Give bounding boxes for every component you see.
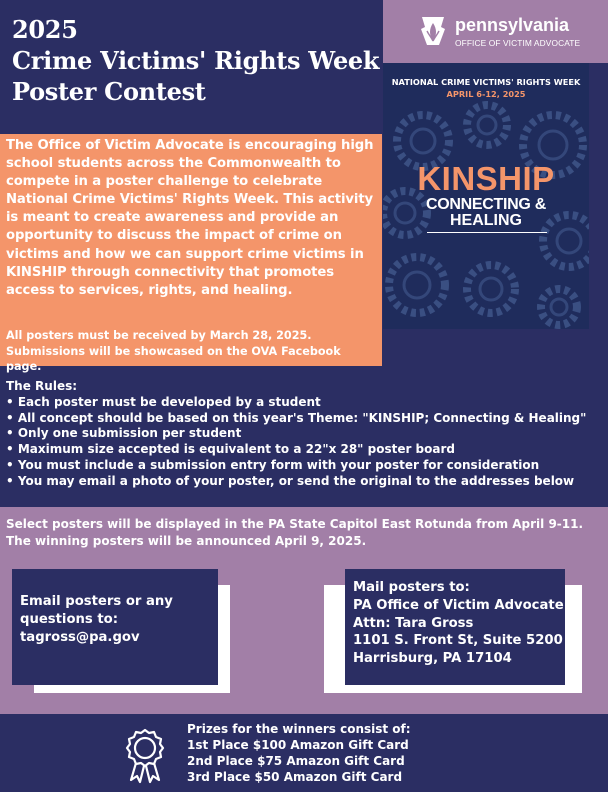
poster-divider [427,232,547,233]
org-subtitle: OFFICE OF VICTIM ADVOCATE [455,38,581,48]
mail-address [353,579,565,668]
org-name: pennsylvania [455,15,570,35]
rules-section [6,379,606,490]
mail-line-5: Harrisburg, PA 17104 [353,651,512,667]
email-box [12,569,218,685]
poster-theme-main: KINSHIP [417,160,555,197]
title-event: Crime Victims' Rights Week [12,46,380,75]
mail-line-3: Attn: Tara Gross [353,615,474,631]
email-line-1: Email posters or any [20,594,173,609]
prizes-heading: Prizes for the winners consist of: [187,722,411,736]
prize-second: 2nd Place $75 Amazon Gift Card [187,754,405,768]
intro-paragraph: The Office of Victim Advocate is encouraging high school students across the Commonwealth to compete in a poster challenge to celebrate National Crime Victims' Rights Week. This activity is meant to create awareness and provide an opportunity to discuss the impact of crime on victims and how we can support crime victims in KINSHIP through connectivity that promotes access to services, rights, and healing. [6,138,374,298]
award-ribbon-icon [122,728,168,784]
mail-line-1: Mail posters to: [353,580,470,595]
email-line-2: questions to: [20,611,118,627]
intro-section [0,134,382,373]
poster-theme-line1: CONNECTING & [426,196,546,213]
prizes-section [187,721,487,785]
mail-box [345,569,565,685]
keystone-icon [419,15,447,47]
rule-item: • Maximum size accepted is equivalent to a 22"x 28" poster board [6,442,606,458]
poster-event-name: NATIONAL CRIME VICTIMS' RIGHTS WEEK [391,77,581,87]
announcement-date: The winning posters will be announced April 9, 2025. [6,534,367,548]
prize-first: 1st Place $100 Amazon Gift Card [187,738,409,752]
rule-item: • Each poster must be developed by a student [6,395,606,411]
title-contest: Poster Contest [12,77,206,106]
rule-item: • All concept should be based on this year's Theme: "KINSHIP; Connecting & Healing" [6,411,606,427]
poster-event-dates: APRIL 6-12, 2025 [446,89,526,99]
title-year: 2025 [12,15,78,44]
mail-line-2: PA Office of Victim Advocate [353,597,564,613]
mail-line-4: 1101 S. Front St, Suite 5200 [353,633,563,649]
poster-theme-line2: HEALING [450,212,522,229]
rule-item: • You may email a photo of your poster, or send the original to the addresses below [6,474,606,490]
rule-item: • Only one submission per student [6,426,606,442]
prize-third: 3rd Place $50 Amazon Gift Card [187,770,403,784]
deadline-note: All posters must be received by March 28, 2025. Submissions will be showcased on the OVA Facebook page. [6,329,341,373]
display-info [6,516,604,550]
page-title [12,14,380,107]
rule-item: • You must include a submission entry form with your poster for consideration [6,458,606,474]
org-header [383,0,608,63]
email-address-link[interactable]: tagross@pa.gov [20,629,140,645]
theme-poster-image [383,63,589,329]
rules-list [6,395,606,490]
display-dates: Select posters will be displayed in the PA State Capitol East Rotunda from April 9-11. [6,517,584,531]
rules-heading: The Rules: [6,379,78,393]
email-text [20,593,210,646]
